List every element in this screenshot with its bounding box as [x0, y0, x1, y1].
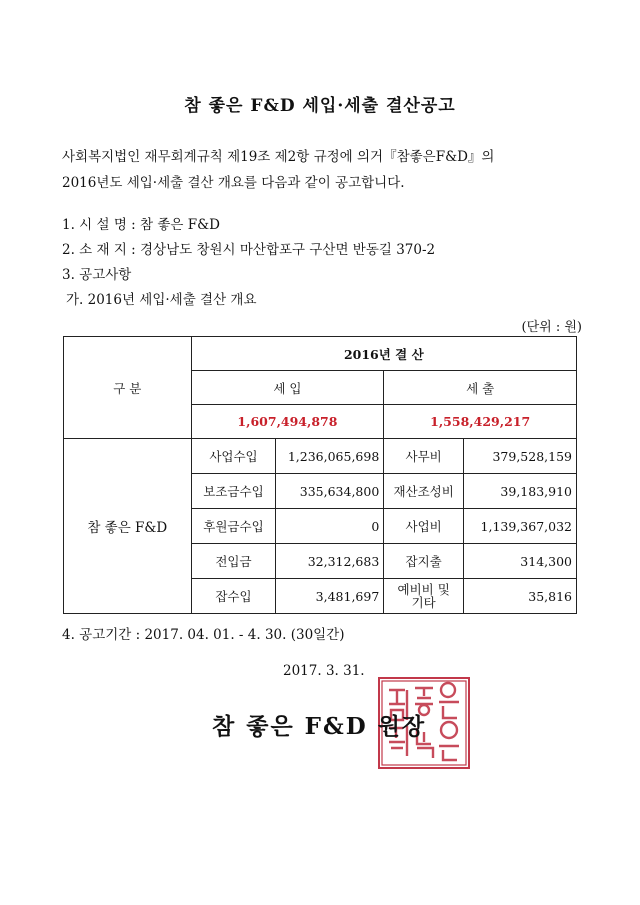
facility-name: 1. 시 설 명 : 참 좋은 F&D — [62, 217, 220, 233]
revenue-label: 보조금수입 — [191, 474, 276, 509]
settlement-table — [63, 336, 577, 614]
org-name-cell: 참 좋은 F&D — [64, 439, 192, 614]
revenue-label: 전입금 — [191, 544, 276, 579]
expense-value: 39,183,910 — [464, 474, 577, 509]
year-header: 2016년 결 산 — [191, 337, 576, 371]
revenue-value: 0 — [276, 509, 384, 544]
revenue-label: 사업수입 — [191, 439, 276, 474]
intro-line-2: 2016년도 세입·세출 결산 개요를 다음과 같이 공고합니다. — [62, 175, 405, 191]
unit-label: (단위 : 원) — [521, 320, 582, 335]
revenue-header: 세 입 — [191, 371, 384, 405]
expense-label: 사무비 — [384, 439, 464, 474]
notice-date: 2017. 3. 31. — [283, 663, 365, 679]
expense-value: 1,139,367,032 — [464, 509, 577, 544]
notice-period: 4. 공고기간 : 2017. 04. 01. - 4. 30. (30일간) — [62, 627, 345, 643]
page-title: 참 좋은 F&D 세입·세출 결산공고 — [184, 96, 456, 116]
expense-label: 예비비 및 기타 — [384, 579, 464, 614]
revenue-total: 1,607,494,878 — [191, 405, 384, 439]
revenue-value: 3,481,697 — [276, 579, 384, 614]
expense-header: 세 출 — [384, 371, 577, 405]
revenue-value: 32,312,683 — [276, 544, 384, 579]
director-signature: 참 좋은 F&D 원장 — [212, 713, 427, 740]
notice-heading: 3. 공고사항 — [62, 267, 132, 283]
expense-label: 잡지출 — [384, 544, 464, 579]
expense-value: 379,528,159 — [464, 439, 577, 474]
expense-value: 314,300 — [464, 544, 577, 579]
expense-total: 1,558,429,217 — [384, 405, 577, 439]
revenue-value: 1,236,065,698 — [276, 439, 384, 474]
expense-value: 35,816 — [464, 579, 577, 614]
expense-label: 사업비 — [384, 509, 464, 544]
revenue-value: 335,634,800 — [276, 474, 384, 509]
facility-location: 2. 소 재 지 : 경상남도 창원시 마산합포구 구산면 반동길 370-2 — [62, 242, 436, 258]
intro-line-1: 사회복지법인 재무회계규칙 제19조 제2항 규정에 의거『참좋은F&D』의 — [62, 149, 495, 165]
category-header: 구 분 — [64, 337, 192, 439]
notice-subheading: 가. 2016년 세입·세출 결산 개요 — [66, 292, 257, 308]
revenue-label: 후원금수입 — [191, 509, 276, 544]
expense-label: 재산조성비 — [384, 474, 464, 509]
revenue-label: 잡수입 — [191, 579, 276, 614]
